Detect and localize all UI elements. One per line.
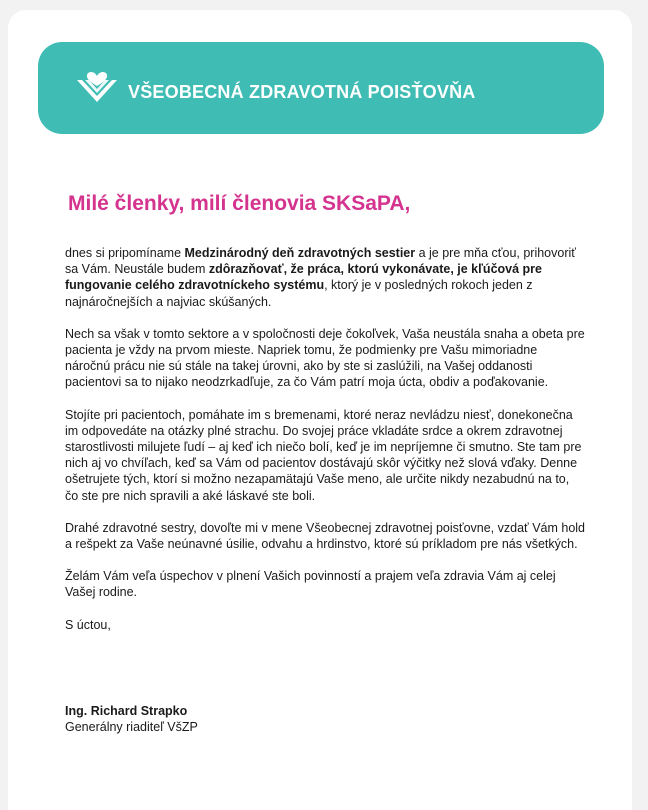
p1-text-c: a je pre mňa cťou, prihovoriť sa Vám. Neustále budem	[65, 246, 576, 277]
signature-block	[65, 703, 198, 735]
letter-card	[8, 10, 632, 810]
greeting-heading: Milé členky, milí členovia SKSaPA,	[68, 192, 411, 215]
header-banner	[38, 42, 604, 134]
p1-bold-d: zdôrazňovať, že práca, ktorú vykonávate, je kľúčová pre fungovanie celého zdravotníckeho systému	[65, 262, 542, 293]
p1-text-a: dnes si pripomíname	[65, 246, 185, 260]
signature-name: Ing. Richard Strapko	[65, 704, 188, 718]
signature-title: Generálny riaditeľ VšZP	[65, 720, 198, 735]
closing: S úctou,	[65, 617, 111, 632]
paragraph-3: Stojíte pri pacientoch, pomáhate im s bremenami, ktoré neraz nevládzu niesť, donekonečna im odpovedáte na otázky plné strachu. Do svojej práce vkladáte srdce a okrem zdravotnej starostlivosti milujete ľudí – aj keď ich niečo bolí, keď je im nepríjemne či smutno. Ste tam pre nich aj vo chvíľach, keď sa Vám od pacientov dostávajú skôr výčitky než slová vďaky. Denne ošetrujete tých, ktorí si možno nezapamätajú Vaše meno, ale určite nikdy nezabudnú na to, čo ste pre nich spravili a aké láskavé ste boli.	[65, 407, 582, 503]
p1-bold-b: Medzinárodný deň zdravotných sestier	[184, 246, 416, 260]
vszp-heart-chevron-logo-icon	[74, 62, 120, 108]
paragraph-1	[65, 245, 585, 310]
letter-body	[65, 245, 585, 649]
paragraph-4: Drahé zdravotné sestry, dovoľte mi v mene Všeobecnej zdravotnej poisťovne, vzdať Vám hold a rešpekt za Vaše neúnavné úsilie, odvahu a hrdinstvo, ktoré sú príkladom pre nás všetkých.	[65, 520, 586, 552]
paragraph-2: Nech sa však v tomto sektore a v spoločnosti deje čokoľvek, Vaša neustála snaha a obeta pre pacienta je vždy na prvom mieste. Napriek tomu, že podmienky pre Vašu mimoriadne náročnú prácu nie sú stále na takej úrovni, ako by ste si zaslúžili, na Vašej oddanosti pacientovi sa to nijako neodzrkadľuje, za čo Vám patrí moja úcta, obdiv a poďakovanie.	[65, 326, 585, 390]
brand-name: VŠEOBECNÁ ZDRAVOTNÁ POISŤOVŇA	[128, 82, 476, 102]
p1-text-e: , ktorý je v posledných rokoch jeden z najnáročnejších a najviac skúšaných.	[65, 278, 533, 309]
paragraph-5: Želám Vám veľa úspechov v plnení Vašich povinností a prajem veľa zdravia Vám aj celej Vašej rodine.	[65, 569, 556, 600]
